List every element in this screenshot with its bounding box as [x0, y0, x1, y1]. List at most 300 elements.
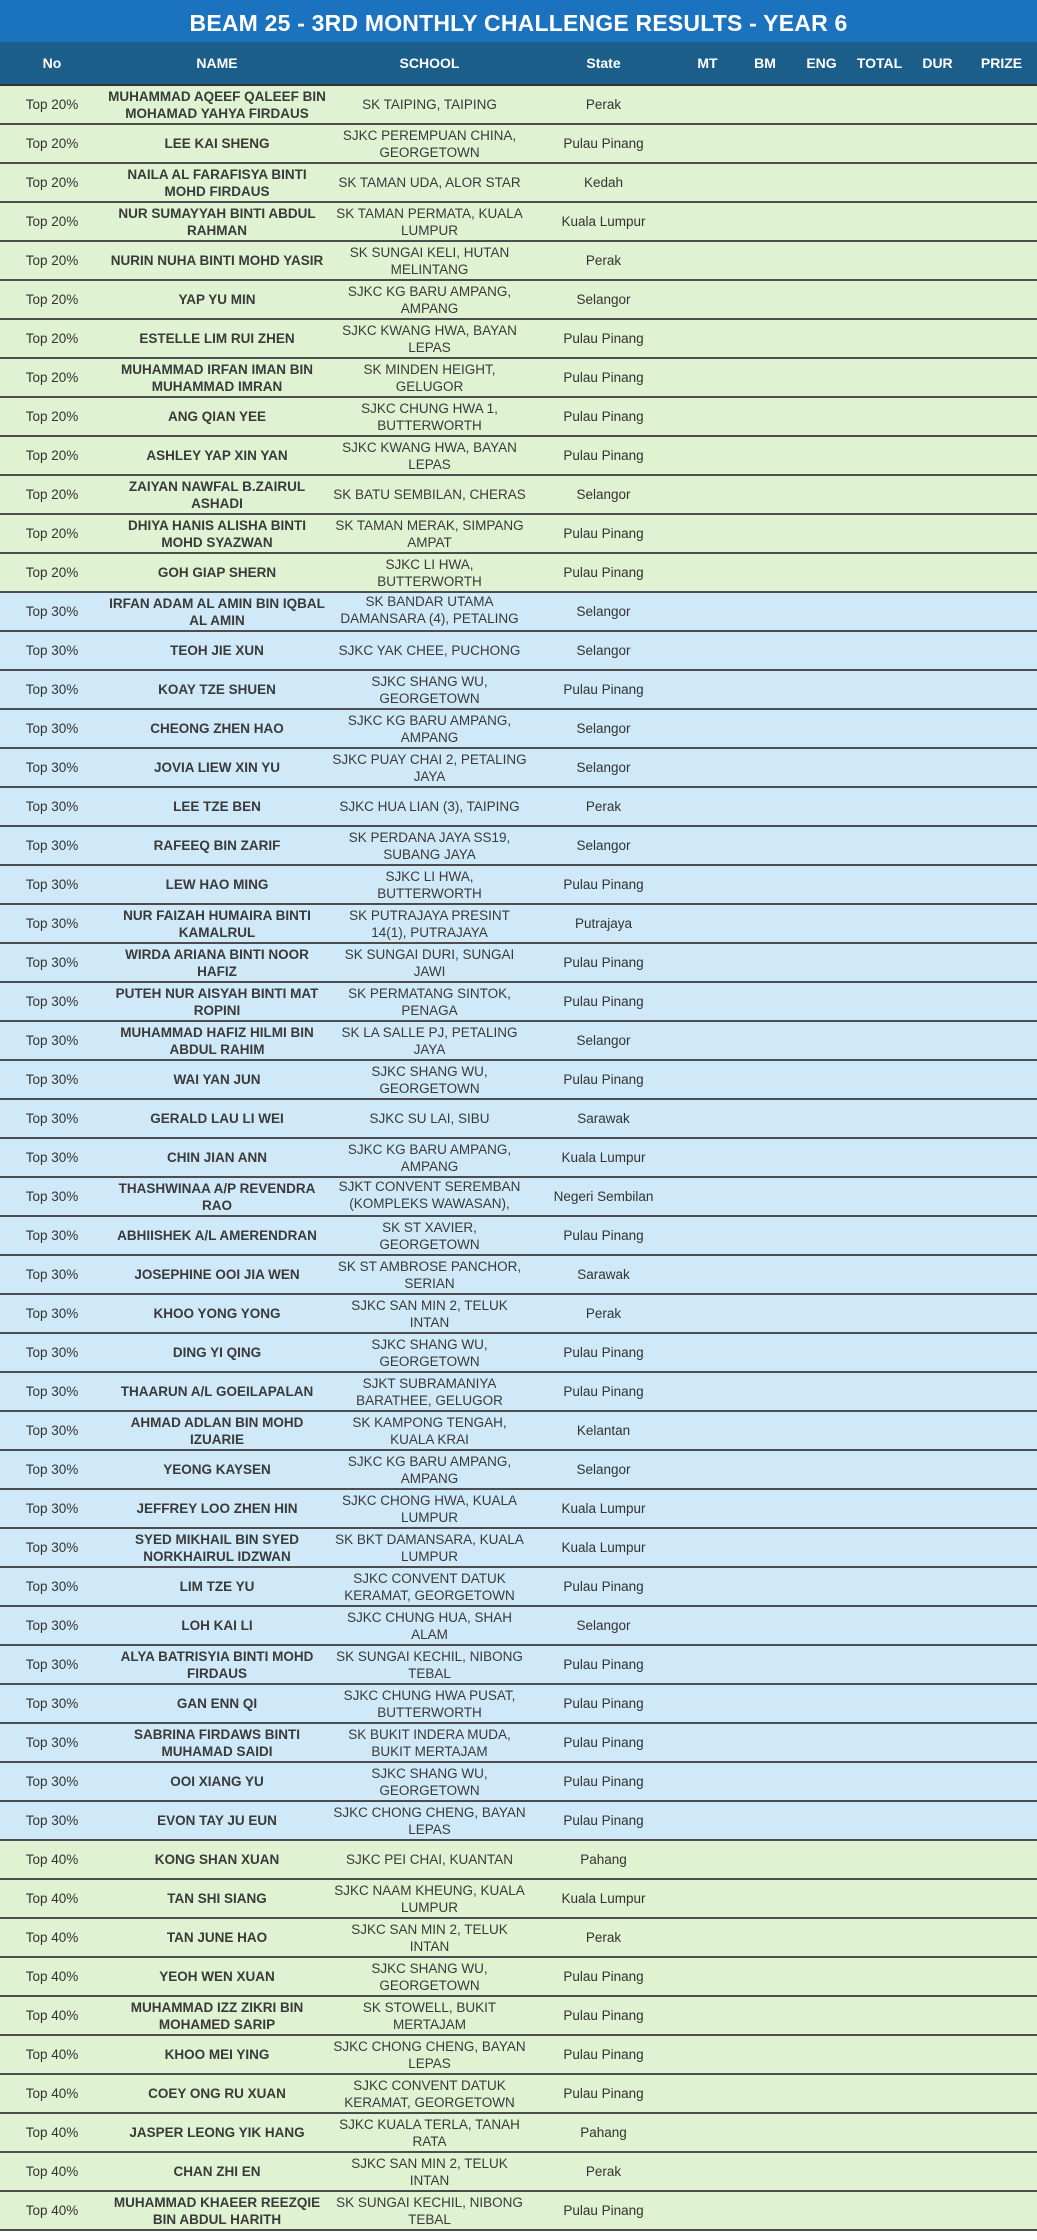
- name-cell-text: LEE KAI SHENG: [164, 136, 270, 151]
- rank-cell: [0, 1606, 104, 1645]
- table-row[interactable]: [0, 709, 1037, 748]
- state-cell: [529, 1918, 678, 1957]
- school-cell-text: SK PERMATANG SINTOK, PENAGA: [348, 985, 511, 1018]
- name-cell: [104, 319, 330, 358]
- table-row[interactable]: [0, 1528, 1037, 1567]
- school-cell-text: SJKC HUA LIAN (3), TAIPING: [339, 799, 520, 814]
- table-row[interactable]: [0, 1879, 1037, 1918]
- school-cell-text: SJKC SAN MIN 2, TELUK INTAN: [351, 2155, 508, 2188]
- school-cell-text: SK LA SALLE PJ, PETALING JAYA: [341, 1024, 518, 1057]
- school-cell: [330, 982, 529, 1021]
- bm-cell: [737, 514, 793, 553]
- name-cell-text: YEOH WEN XUAN: [159, 1969, 275, 1984]
- table-row[interactable]: [0, 553, 1037, 592]
- col-header-dur[interactable]: DUR: [909, 42, 966, 85]
- name-cell-text: DHIYA HANIS ALISHA BINTI MOHD SYAZWAN: [127, 517, 306, 550]
- total-cell: [850, 553, 909, 592]
- table-row[interactable]: [0, 1918, 1037, 1957]
- rank-cell-text: Top 30%: [25, 1345, 79, 1360]
- school-cell-text: SJKC NAAM KHEUNG, KUALA LUMPUR: [334, 1882, 525, 1915]
- school-cell-text: SK MINDEN HEIGHT, GELUGOR: [363, 361, 496, 394]
- name-cell-text: COEY ONG RU XUAN: [148, 2086, 286, 2101]
- name-cell: [104, 1060, 330, 1099]
- table-row[interactable]: [0, 787, 1037, 826]
- col-header-name[interactable]: NAME: [104, 42, 330, 85]
- state-cell: [529, 241, 678, 280]
- eng-cell: [793, 826, 850, 865]
- state-cell: [529, 1411, 678, 1450]
- eng-cell: [793, 2035, 850, 2074]
- state-cell: [529, 943, 678, 982]
- total-cell: [850, 1450, 909, 1489]
- mt-cell: [678, 1450, 737, 1489]
- rank-cell-text: Top 40%: [25, 2203, 79, 2218]
- dur-cell: [909, 475, 966, 514]
- name-cell: [104, 826, 330, 865]
- table-row[interactable]: [0, 436, 1037, 475]
- rank-cell-text: Top 30%: [25, 682, 79, 697]
- name-cell: [104, 943, 330, 982]
- col-header-mt[interactable]: MT: [678, 42, 737, 85]
- dur-cell: [909, 1879, 966, 1918]
- state-cell: [529, 124, 678, 163]
- rank-cell: [0, 1801, 104, 1840]
- rank-cell: [0, 1255, 104, 1294]
- school-cell-text: SJKC CHUNG HUA, SHAH ALAM: [346, 1609, 513, 1642]
- bm-cell: [737, 280, 793, 319]
- school-cell: [330, 1411, 529, 1450]
- total-cell: [850, 1138, 909, 1177]
- name-cell: [104, 124, 330, 163]
- eng-cell: [793, 1372, 850, 1411]
- rank-cell-text: Top 20%: [25, 97, 79, 112]
- prize-cell: [966, 475, 1037, 514]
- bm-cell: [737, 1177, 793, 1216]
- table-row[interactable]: [0, 397, 1037, 436]
- table-row[interactable]: [0, 358, 1037, 397]
- total-cell: [850, 1489, 909, 1528]
- bm-cell: [737, 670, 793, 709]
- name-cell: [104, 1957, 330, 1996]
- table-row[interactable]: [0, 1606, 1037, 1645]
- total-cell: [850, 1255, 909, 1294]
- rank-cell: [0, 1957, 104, 1996]
- table-row[interactable]: [0, 748, 1037, 787]
- school-cell-text: SJKT SUBRAMANIYA BARATHEE, GELUGOR: [356, 1375, 503, 1408]
- table-row[interactable]: [0, 1138, 1037, 1177]
- state-cell: [529, 982, 678, 1021]
- table-row[interactable]: [0, 280, 1037, 319]
- school-cell-text: SJKC KG BARU AMPANG, AMPANG: [347, 1141, 512, 1174]
- dur-cell: [909, 2152, 966, 2191]
- table-row[interactable]: [0, 163, 1037, 202]
- dur-cell: [909, 1216, 966, 1255]
- col-header-eng[interactable]: ENG: [793, 42, 850, 85]
- col-header-prize[interactable]: PRIZE: [966, 42, 1037, 85]
- total-cell: [850, 1216, 909, 1255]
- table-row[interactable]: [0, 2191, 1037, 2230]
- name-cell-text: JOSEPHINE OOI JIA WEN: [134, 1267, 300, 1282]
- rank-cell-text: Top 20%: [25, 487, 79, 502]
- state-cell: [529, 85, 678, 124]
- prize-cell: [966, 670, 1037, 709]
- eng-cell: [793, 709, 850, 748]
- table-row[interactable]: [0, 85, 1037, 124]
- rank-cell: [0, 826, 104, 865]
- name-cell-text: KHOO MEI YING: [164, 2047, 270, 2062]
- table-row[interactable]: [0, 1567, 1037, 1606]
- dur-cell: [909, 943, 966, 982]
- school-cell-text: SJKC SHANG WU, GEORGETOWN: [371, 1063, 488, 1096]
- dur-cell: [909, 85, 966, 124]
- rank-cell: [0, 1216, 104, 1255]
- rank-cell-text: Top 40%: [25, 2008, 79, 2023]
- rank-cell-text: Top 20%: [25, 409, 79, 424]
- mt-cell: [678, 358, 737, 397]
- state-cell-text: Kuala Lumpur: [561, 1501, 646, 1516]
- table-row[interactable]: [0, 1099, 1037, 1138]
- table-row[interactable]: [0, 1684, 1037, 1723]
- name-cell-text: NAILA AL FARAFISYA BINTI MOHD FIRDAUS: [127, 166, 307, 199]
- school-cell-text: SK BUKIT INDERA MUDA, BUKIT MERTAJAM: [348, 1726, 511, 1759]
- table-row[interactable]: [0, 826, 1037, 865]
- school-cell: [330, 1060, 529, 1099]
- school-cell: [330, 1450, 529, 1489]
- prize-cell: [966, 241, 1037, 280]
- table-row[interactable]: [0, 1177, 1037, 1216]
- bm-cell: [737, 1255, 793, 1294]
- table-row[interactable]: [0, 1216, 1037, 1255]
- school-cell-text: SK PUTRAJAYA PRESINT 14(1), PUTRAJAYA: [349, 907, 510, 940]
- state-cell: [529, 1684, 678, 1723]
- school-cell: [330, 592, 529, 631]
- mt-cell: [678, 1294, 737, 1333]
- school-cell: [330, 1723, 529, 1762]
- bm-cell: [737, 1762, 793, 1801]
- school-cell: [330, 553, 529, 592]
- dur-cell: [909, 1957, 966, 1996]
- rank-cell-text: Top 30%: [25, 1735, 79, 1750]
- dur-cell: [909, 982, 966, 1021]
- eng-cell: [793, 475, 850, 514]
- state-cell-text: Selangor: [576, 721, 631, 736]
- table-row[interactable]: [0, 943, 1037, 982]
- table-row[interactable]: [0, 202, 1037, 241]
- rank-cell: [0, 241, 104, 280]
- dur-cell: [909, 1138, 966, 1177]
- name-cell-text: ALYA BATRISYIA BINTI MOHD FIRDAUS: [120, 1648, 314, 1681]
- total-cell: [850, 2191, 909, 2230]
- name-cell: [104, 1021, 330, 1060]
- state-cell-text: Pulau Pinang: [563, 2086, 644, 2101]
- col-header-no[interactable]: No: [0, 42, 104, 85]
- table-row[interactable]: [0, 319, 1037, 358]
- total-cell: [850, 1606, 909, 1645]
- total-cell: [850, 1177, 909, 1216]
- name-cell-text: MUHAMMAD HAFIZ HILMI BIN ABDUL RAHIM: [120, 1024, 314, 1057]
- table-row[interactable]: [0, 1255, 1037, 1294]
- table-row[interactable]: [0, 982, 1037, 1021]
- name-cell: [104, 1489, 330, 1528]
- state-cell: [529, 319, 678, 358]
- table-row[interactable]: [0, 2152, 1037, 2191]
- state-cell-text: Perak: [585, 97, 622, 112]
- bm-cell: [737, 85, 793, 124]
- rank-cell-text: Top 20%: [25, 292, 79, 307]
- school-cell-text: SJKC CHONG CHENG, BAYAN LEPAS: [333, 1804, 526, 1837]
- prize-cell: [966, 553, 1037, 592]
- school-cell-text: SJKC YAK CHEE, PUCHONG: [338, 643, 521, 658]
- eng-cell: [793, 163, 850, 202]
- school-cell: [330, 670, 529, 709]
- eng-cell: [793, 1021, 850, 1060]
- school-cell-text: SJKC KUALA TERLA, TANAH RATA: [339, 2116, 520, 2149]
- school-cell-text: SJKC CHUNG HWA PUSAT, BUTTERWORTH: [343, 1687, 516, 1720]
- rank-cell-text: Top 20%: [25, 136, 79, 151]
- mt-cell: [678, 1021, 737, 1060]
- name-cell-text: JASPER LEONG YIK HANG: [129, 2125, 305, 2140]
- state-cell-text: Negeri Sembilan: [553, 1189, 654, 1204]
- eng-cell: [793, 1606, 850, 1645]
- col-header-school[interactable]: SCHOOL: [330, 42, 529, 85]
- name-cell-text: AHMAD ADLAN BIN MOHD IZUARIE: [130, 1414, 304, 1447]
- prize-cell: [966, 1840, 1037, 1879]
- table-row[interactable]: [0, 1411, 1037, 1450]
- prize-cell: [966, 2074, 1037, 2113]
- table-row[interactable]: [0, 592, 1037, 631]
- rank-cell: [0, 1879, 104, 1918]
- rank-cell: [0, 982, 104, 1021]
- eng-cell: [793, 358, 850, 397]
- table-row[interactable]: [0, 1762, 1037, 1801]
- rank-cell: [0, 631, 104, 670]
- table-row[interactable]: [0, 1021, 1037, 1060]
- table-row[interactable]: [0, 1996, 1037, 2035]
- school-cell: [330, 124, 529, 163]
- school-cell: [330, 1957, 529, 1996]
- table-row[interactable]: [0, 124, 1037, 163]
- total-cell: [850, 319, 909, 358]
- state-cell-text: Pulau Pinang: [563, 1345, 644, 1360]
- table-row[interactable]: [0, 2035, 1037, 2074]
- mt-cell: [678, 592, 737, 631]
- dur-cell: [909, 436, 966, 475]
- dur-cell: [909, 319, 966, 358]
- rank-cell: [0, 709, 104, 748]
- bm-cell: [737, 1918, 793, 1957]
- name-cell-text: ABHIISHEK A/L AMERENDRAN: [117, 1228, 317, 1243]
- name-cell-text: OOI XIANG YU: [170, 1774, 264, 1789]
- rank-cell-text: Top 30%: [25, 916, 79, 931]
- school-cell-text: SJKC PUAY CHAI 2, PETALING JAYA: [332, 751, 527, 784]
- bm-cell: [737, 1645, 793, 1684]
- table-row[interactable]: [0, 670, 1037, 709]
- state-cell-text: Pulau Pinang: [563, 877, 644, 892]
- mt-cell: [678, 475, 737, 514]
- total-cell: [850, 1684, 909, 1723]
- bm-cell: [737, 358, 793, 397]
- eng-cell: [793, 1528, 850, 1567]
- eng-cell: [793, 1918, 850, 1957]
- table-row[interactable]: [0, 1801, 1037, 1840]
- bm-cell: [737, 943, 793, 982]
- eng-cell: [793, 1333, 850, 1372]
- bm-cell: [737, 1216, 793, 1255]
- table-row[interactable]: [0, 1060, 1037, 1099]
- table-row[interactable]: [0, 2113, 1037, 2152]
- mt-cell: [678, 1723, 737, 1762]
- name-cell-text: THAARUN A/L GOEILAPALAN: [120, 1384, 314, 1399]
- rank-cell-text: Top 40%: [25, 1852, 79, 1867]
- col-header-bm[interactable]: BM: [737, 42, 793, 85]
- prize-cell: [966, 1762, 1037, 1801]
- rank-cell: [0, 202, 104, 241]
- mt-cell: [678, 631, 737, 670]
- bm-cell: [737, 202, 793, 241]
- name-cell-text: YEONG KAYSEN: [163, 1462, 271, 1477]
- school-cell: [330, 2113, 529, 2152]
- state-cell: [529, 865, 678, 904]
- prize-cell: [966, 436, 1037, 475]
- table-row[interactable]: [0, 241, 1037, 280]
- dur-cell: [909, 670, 966, 709]
- prize-cell: [966, 943, 1037, 982]
- mt-cell: [678, 1996, 737, 2035]
- mt-cell: [678, 1528, 737, 1567]
- school-cell-text: SK BANDAR UTAMA DAMANSARA (4), PETALING: [340, 594, 519, 626]
- rank-cell-text: Top 20%: [25, 565, 79, 580]
- school-cell: [330, 826, 529, 865]
- rank-cell: [0, 1060, 104, 1099]
- table-row[interactable]: [0, 904, 1037, 943]
- state-cell: [529, 1372, 678, 1411]
- school-cell: [330, 2191, 529, 2230]
- school-cell: [330, 1489, 529, 1528]
- table-row[interactable]: [0, 1723, 1037, 1762]
- mt-cell: [678, 1879, 737, 1918]
- school-cell: [330, 787, 529, 826]
- rank-cell-text: Top 30%: [25, 838, 79, 853]
- table-row[interactable]: [0, 1645, 1037, 1684]
- eng-cell: [793, 1762, 850, 1801]
- prize-cell: [966, 1528, 1037, 1567]
- bm-cell: [737, 397, 793, 436]
- state-cell: [529, 1489, 678, 1528]
- table-row[interactable]: [0, 1294, 1037, 1333]
- bm-cell: [737, 1567, 793, 1606]
- rank-cell: [0, 1372, 104, 1411]
- state-cell-text: Perak: [585, 799, 622, 814]
- total-cell: [850, 1918, 909, 1957]
- table-row[interactable]: [0, 514, 1037, 553]
- name-cell: [104, 1528, 330, 1567]
- prize-cell: [966, 1021, 1037, 1060]
- prize-cell: [966, 1138, 1037, 1177]
- school-cell: [330, 436, 529, 475]
- table-row[interactable]: [0, 1957, 1037, 1996]
- table-row[interactable]: [0, 1333, 1037, 1372]
- col-header-state[interactable]: State: [529, 42, 678, 85]
- state-cell-text: Kuala Lumpur: [561, 214, 646, 229]
- prize-cell: [966, 1372, 1037, 1411]
- bm-cell: [737, 865, 793, 904]
- rank-cell: [0, 1021, 104, 1060]
- dur-cell: [909, 124, 966, 163]
- name-cell: [104, 2152, 330, 2191]
- name-cell-text: CHAN ZHI EN: [173, 2164, 261, 2179]
- table-row[interactable]: [0, 865, 1037, 904]
- state-cell-text: Perak: [585, 1306, 622, 1321]
- name-cell-text: CHEONG ZHEN HAO: [150, 721, 284, 736]
- dur-cell: [909, 904, 966, 943]
- state-cell: [529, 787, 678, 826]
- state-cell-text: Selangor: [576, 838, 631, 853]
- total-cell: [850, 787, 909, 826]
- bm-cell: [737, 475, 793, 514]
- dur-cell: [909, 514, 966, 553]
- state-cell: [529, 2152, 678, 2191]
- dur-cell: [909, 2035, 966, 2074]
- total-cell: [850, 475, 909, 514]
- rank-cell-text: Top 30%: [25, 1618, 79, 1633]
- rank-cell-text: Top 30%: [25, 1189, 79, 1204]
- prize-cell: [966, 280, 1037, 319]
- table-row[interactable]: [0, 631, 1037, 670]
- table-row[interactable]: [0, 1489, 1037, 1528]
- rank-cell: [0, 1918, 104, 1957]
- prize-cell: [966, 1801, 1037, 1840]
- state-cell-text: Pulau Pinang: [563, 1579, 644, 1594]
- eng-cell: [793, 2074, 850, 2113]
- table-row[interactable]: [0, 1840, 1037, 1879]
- state-cell: [529, 1255, 678, 1294]
- rank-cell: [0, 1411, 104, 1450]
- name-cell: [104, 85, 330, 124]
- col-header-total[interactable]: TOTAL: [850, 42, 909, 85]
- prize-cell: [966, 1723, 1037, 1762]
- bm-cell: [737, 2074, 793, 2113]
- dur-cell: [909, 1450, 966, 1489]
- rank-cell-text: Top 40%: [25, 1969, 79, 1984]
- table-row[interactable]: [0, 1372, 1037, 1411]
- prize-cell: [966, 1255, 1037, 1294]
- mt-cell: [678, 85, 737, 124]
- school-cell-text: SJKC LI HWA, BUTTERWORTH: [377, 556, 482, 589]
- rank-cell: [0, 1645, 104, 1684]
- school-cell-text: SK TAMAN MERAK, SIMPANG AMPAT: [335, 517, 524, 550]
- eng-cell: [793, 670, 850, 709]
- dur-cell: [909, 1255, 966, 1294]
- prize-cell: [966, 1567, 1037, 1606]
- prize-cell: [966, 85, 1037, 124]
- school-cell-text: SK BKT DAMANSARA, KUALA LUMPUR: [335, 1531, 524, 1564]
- state-cell-text: Selangor: [576, 643, 631, 658]
- state-cell-text: Pulau Pinang: [563, 526, 644, 541]
- rank-cell: [0, 553, 104, 592]
- school-cell-text: SJKC SU LAI, SIBU: [369, 1111, 490, 1126]
- name-cell: [104, 475, 330, 514]
- rank-cell: [0, 1138, 104, 1177]
- state-cell-text: Perak: [585, 253, 622, 268]
- name-cell: [104, 1918, 330, 1957]
- state-cell-text: Pulau Pinang: [563, 1072, 644, 1087]
- school-cell: [330, 904, 529, 943]
- table-row[interactable]: [0, 2074, 1037, 2113]
- table-row[interactable]: [0, 475, 1037, 514]
- eng-cell: [793, 280, 850, 319]
- eng-cell: [793, 1567, 850, 1606]
- table-row[interactable]: [0, 1450, 1037, 1489]
